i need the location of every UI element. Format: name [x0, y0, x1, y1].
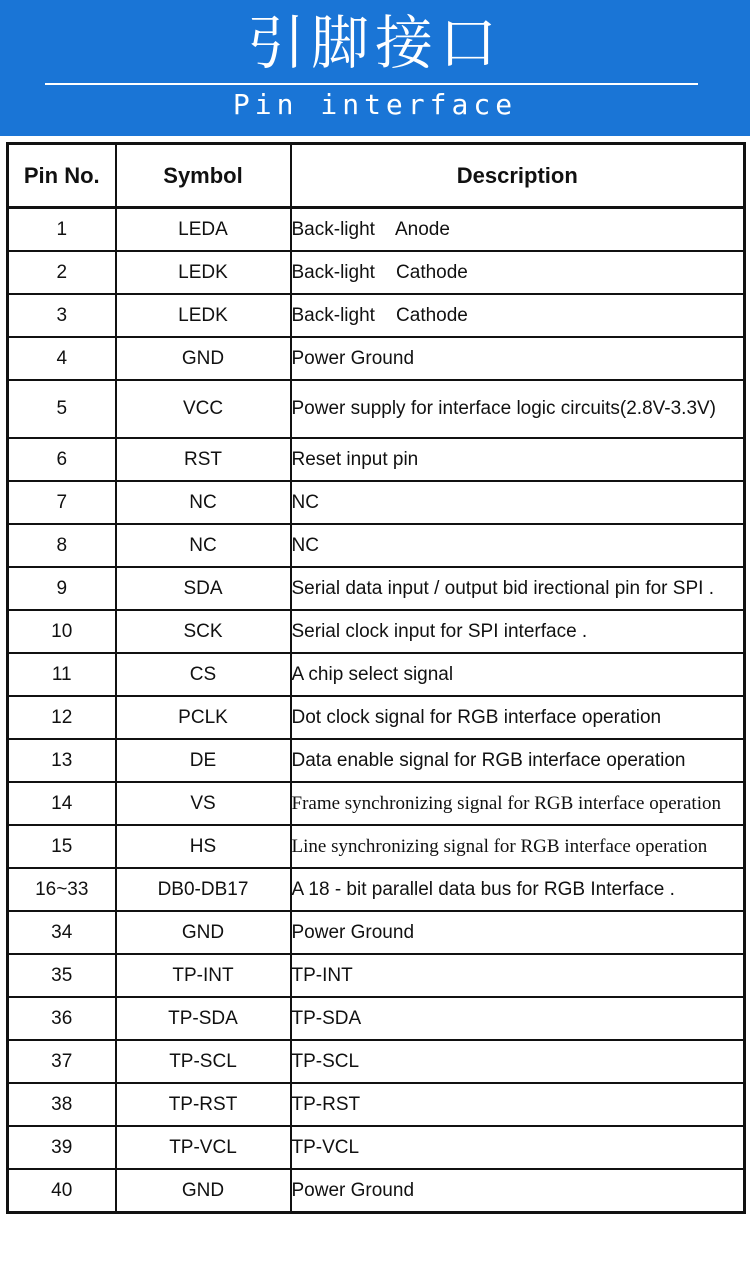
- pin-description: Back-light Anode: [291, 208, 745, 252]
- table-row: [8, 954, 745, 997]
- pin-symbol: TP-VCL: [116, 1126, 291, 1169]
- pin-symbol: DE: [116, 739, 291, 782]
- table-row: [8, 1040, 745, 1083]
- pin-number: 1: [8, 208, 116, 252]
- pin-number: 38: [8, 1083, 116, 1126]
- page-subtitle: Pin interface: [232, 88, 518, 121]
- table-row: [8, 825, 745, 868]
- pin-number: 34: [8, 911, 116, 954]
- pin-number: 7: [8, 481, 116, 524]
- table-row: [8, 567, 745, 610]
- pin-description: Serial data input / output bid irectional pin for SPI .: [291, 567, 745, 610]
- pin-description: Power Ground: [291, 337, 745, 380]
- column-header-description: Description: [291, 144, 745, 208]
- pin-symbol: VS: [116, 782, 291, 825]
- pin-number: 10: [8, 610, 116, 653]
- pin-number: 9: [8, 567, 116, 610]
- pin-symbol: TP-INT: [116, 954, 291, 997]
- pin-description: Power Ground: [291, 911, 745, 954]
- pin-symbol: HS: [116, 825, 291, 868]
- pin-number: 35: [8, 954, 116, 997]
- pin-symbol: TP-SCL: [116, 1040, 291, 1083]
- pin-description: Power Ground: [291, 1169, 745, 1213]
- pin-number: 5: [8, 380, 116, 438]
- table-row: [8, 782, 745, 825]
- pin-symbol: GND: [116, 337, 291, 380]
- pin-number: 16~33: [8, 868, 116, 911]
- pin-symbol: NC: [116, 524, 291, 567]
- table-row: [8, 997, 745, 1040]
- pin-symbol: SDA: [116, 567, 291, 610]
- table-row: [8, 438, 745, 481]
- pin-symbol: TP-RST: [116, 1083, 291, 1126]
- table-row: [8, 380, 745, 438]
- pin-number: 39: [8, 1126, 116, 1169]
- table-row: [8, 739, 745, 782]
- pin-number: 37: [8, 1040, 116, 1083]
- table-row: [8, 1169, 745, 1213]
- pin-description: Line synchronizing signal for RGB interface operation: [291, 825, 745, 868]
- pin-symbol: VCC: [116, 380, 291, 438]
- table-row: [8, 481, 745, 524]
- pin-description: TP-INT: [291, 954, 745, 997]
- column-header-symbol: Symbol: [116, 144, 291, 208]
- table-row: [8, 294, 745, 337]
- pin-description: Dot clock signal for RGB interface operation: [291, 696, 745, 739]
- pin-number: 6: [8, 438, 116, 481]
- pin-description: Data enable signal for RGB interface operation: [291, 739, 745, 782]
- pin-symbol: LEDK: [116, 251, 291, 294]
- pin-description: Back-light Cathode: [291, 251, 745, 294]
- pin-table: [6, 142, 746, 1214]
- table-row: [8, 653, 745, 696]
- pin-symbol: PCLK: [116, 696, 291, 739]
- pin-symbol: NC: [116, 481, 291, 524]
- pin-description: Power supply for interface logic circuits(2.8V-3.3V): [291, 380, 745, 438]
- column-header-pin: Pin No.: [8, 144, 116, 208]
- table-row: [8, 208, 745, 252]
- pin-number: 12: [8, 696, 116, 739]
- pin-description: Reset input pin: [291, 438, 745, 481]
- table-row: [8, 1126, 745, 1169]
- table-row: [8, 696, 745, 739]
- pin-symbol: RST: [116, 438, 291, 481]
- pin-symbol: DB0-DB17: [116, 868, 291, 911]
- pin-description: Frame synchronizing signal for RGB interface operation: [291, 782, 745, 825]
- pin-symbol: GND: [116, 1169, 291, 1213]
- pin-number: 36: [8, 997, 116, 1040]
- pin-description: A chip select signal: [291, 653, 745, 696]
- pin-number: 11: [8, 653, 116, 696]
- pin-symbol: LEDA: [116, 208, 291, 252]
- pin-description: TP-SDA: [291, 997, 745, 1040]
- pin-number: 3: [8, 294, 116, 337]
- pin-description: TP-SCL: [291, 1040, 745, 1083]
- pin-number: 15: [8, 825, 116, 868]
- pin-description: Back-light Cathode: [291, 294, 745, 337]
- table-row: [8, 337, 745, 380]
- pin-symbol: CS: [116, 653, 291, 696]
- pin-number: 8: [8, 524, 116, 567]
- pin-description: NC: [291, 524, 745, 567]
- table-row: [8, 1083, 745, 1126]
- pin-description: A 18 - bit parallel data bus for RGB Interface .: [291, 868, 745, 911]
- table-header-row: [8, 144, 745, 208]
- table-row: [8, 524, 745, 567]
- pin-number: 40: [8, 1169, 116, 1213]
- pin-description: TP-VCL: [291, 1126, 745, 1169]
- pin-symbol: SCK: [116, 610, 291, 653]
- header-banner: [0, 0, 750, 136]
- table-row: [8, 911, 745, 954]
- pin-symbol: GND: [116, 911, 291, 954]
- pin-description: Serial clock input for SPI interface .: [291, 610, 745, 653]
- pin-number: 14: [8, 782, 116, 825]
- pin-symbol: TP-SDA: [116, 997, 291, 1040]
- table-row: [8, 251, 745, 294]
- pin-description: TP-RST: [291, 1083, 745, 1126]
- pin-number: 4: [8, 337, 116, 380]
- table-row: [8, 868, 745, 911]
- pin-symbol: LEDK: [116, 294, 291, 337]
- page-title: 引脚接口: [246, 9, 503, 77]
- pin-description: NC: [291, 481, 745, 524]
- table-row: [8, 610, 745, 653]
- pin-number: 2: [8, 251, 116, 294]
- title-divider: [45, 83, 698, 85]
- pin-number: 13: [8, 739, 116, 782]
